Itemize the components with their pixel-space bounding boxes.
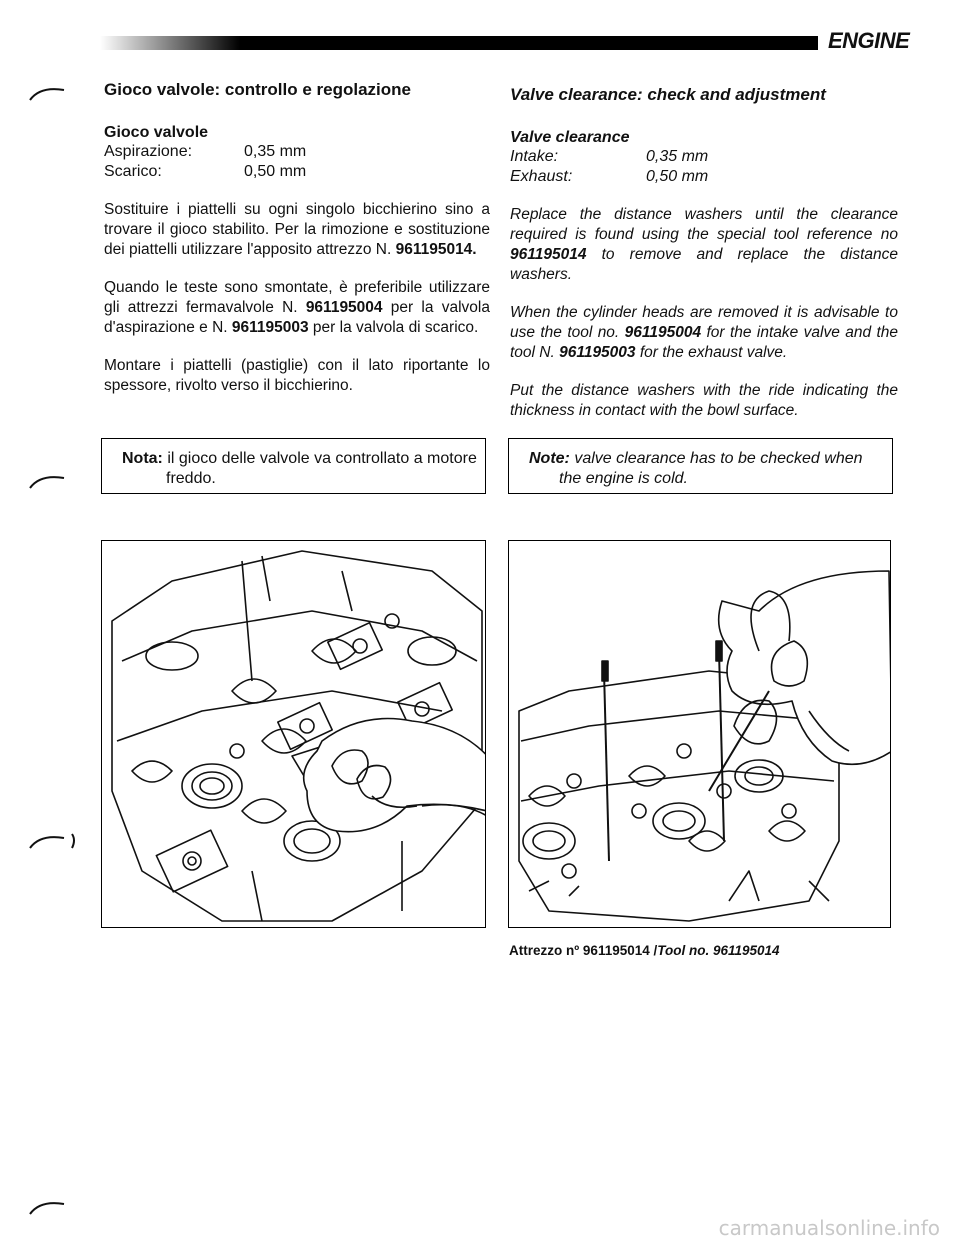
tool-reference: 961195003 <box>559 344 636 361</box>
caption-english: Tool no. 961195014 <box>657 943 780 958</box>
note-text: the engine is cold. <box>559 470 688 487</box>
note-label: Nota: <box>122 450 163 467</box>
binding-mark <box>28 1196 68 1218</box>
note-label: Note: <box>529 450 570 467</box>
paragraph-text: per la valvola d'aspirazione e N. <box>104 299 490 336</box>
english-paragraph-2 <box>510 303 898 363</box>
english-paragraph-3: Put the distance washers with the ride indicating the thickness in contact with the bowl surface. <box>510 382 898 419</box>
paragraph-text: to remove and replace the distance washers. <box>510 246 898 283</box>
italian-subtitle: Gioco valvole <box>104 124 209 141</box>
binding-mark <box>28 470 68 492</box>
engine-illustration-left <box>102 541 486 928</box>
english-title: Valve clearance: check and adjustment <box>510 85 826 104</box>
spec-row <box>510 147 898 167</box>
italian-paragraph-3: Montare i piattelli (pastiglie) con il lato riportante lo spessore, rivolto verso il bicchierino. <box>104 357 490 394</box>
italian-note <box>101 438 486 494</box>
english-note <box>508 438 893 494</box>
paragraph-text: Replace the distance washers until the clearance required is found using the special tool reference no <box>510 206 898 243</box>
binding-mark <box>28 82 68 104</box>
paragraph-text: Quando le teste sono smontate, è preferibile utilizzare gli attrezzi fermavalvole N. <box>104 279 490 316</box>
binding-mark <box>28 830 78 852</box>
tool-reference: 961195014 <box>510 246 587 263</box>
spec-row <box>104 162 490 182</box>
tool-reference: 961195003 <box>231 319 309 336</box>
spec-value: 0,50 mm <box>646 168 709 185</box>
watermark: carmanualsonline.info <box>718 1216 940 1240</box>
header-bar <box>100 36 818 50</box>
tool-reference: 961195004 <box>305 299 383 316</box>
spec-value: 0,35 mm <box>646 148 709 165</box>
paragraph-text: per la valvola di scarico. <box>308 319 479 336</box>
note-text: freddo. <box>166 470 216 487</box>
english-subtitle: Valve clearance <box>510 129 630 146</box>
italian-paragraph-2 <box>104 278 490 338</box>
figure-caption <box>509 943 780 958</box>
spec-value: 0,35 mm <box>244 143 307 160</box>
paragraph-text: When the cylinder heads are removed it is advisable to use the tool no. <box>510 304 898 341</box>
spec-row <box>104 142 490 162</box>
spec-label: Scarico: <box>104 163 162 180</box>
note-text: il gioco delle valvole va controllato a motore <box>162 450 477 467</box>
spec-label: Aspirazione: <box>104 143 193 160</box>
tool-reference: 961195004 <box>624 324 702 341</box>
italian-paragraph-1 <box>104 200 490 260</box>
paragraph-text: for the exhaust valve. <box>635 344 788 361</box>
paragraph-text: Sostituire i piattelli su ogni singolo bicchierino sino a trovare il gioco stabilito. Per la rimozione e sostituzione dei piattelli utilizzare l'apposito attrezzo N. <box>104 201 490 258</box>
italian-column <box>104 80 490 396</box>
spec-value: 0,50 mm <box>244 163 307 180</box>
spec-label: Exhaust: <box>510 168 573 185</box>
figure-clearance-check <box>508 540 891 928</box>
paragraph-text: for the intake valve and the tool N. <box>510 324 898 361</box>
english-specs <box>510 147 898 187</box>
section-label: ENGINE <box>828 28 910 53</box>
note-text: valve clearance has to be checked when <box>569 450 863 467</box>
engine-illustration-right <box>509 541 891 928</box>
tool-reference: 961195014. <box>395 241 477 258</box>
figure-washer-removal <box>101 540 486 928</box>
english-paragraph-1 <box>510 205 898 285</box>
caption-italian: Attrezzo nº 961195014 / <box>509 943 658 958</box>
spec-row <box>510 167 898 187</box>
italian-title: Gioco valvole: controllo e regolazione <box>104 80 412 99</box>
spec-label: Intake: <box>510 148 559 165</box>
english-column <box>510 80 898 421</box>
italian-specs <box>104 142 490 182</box>
